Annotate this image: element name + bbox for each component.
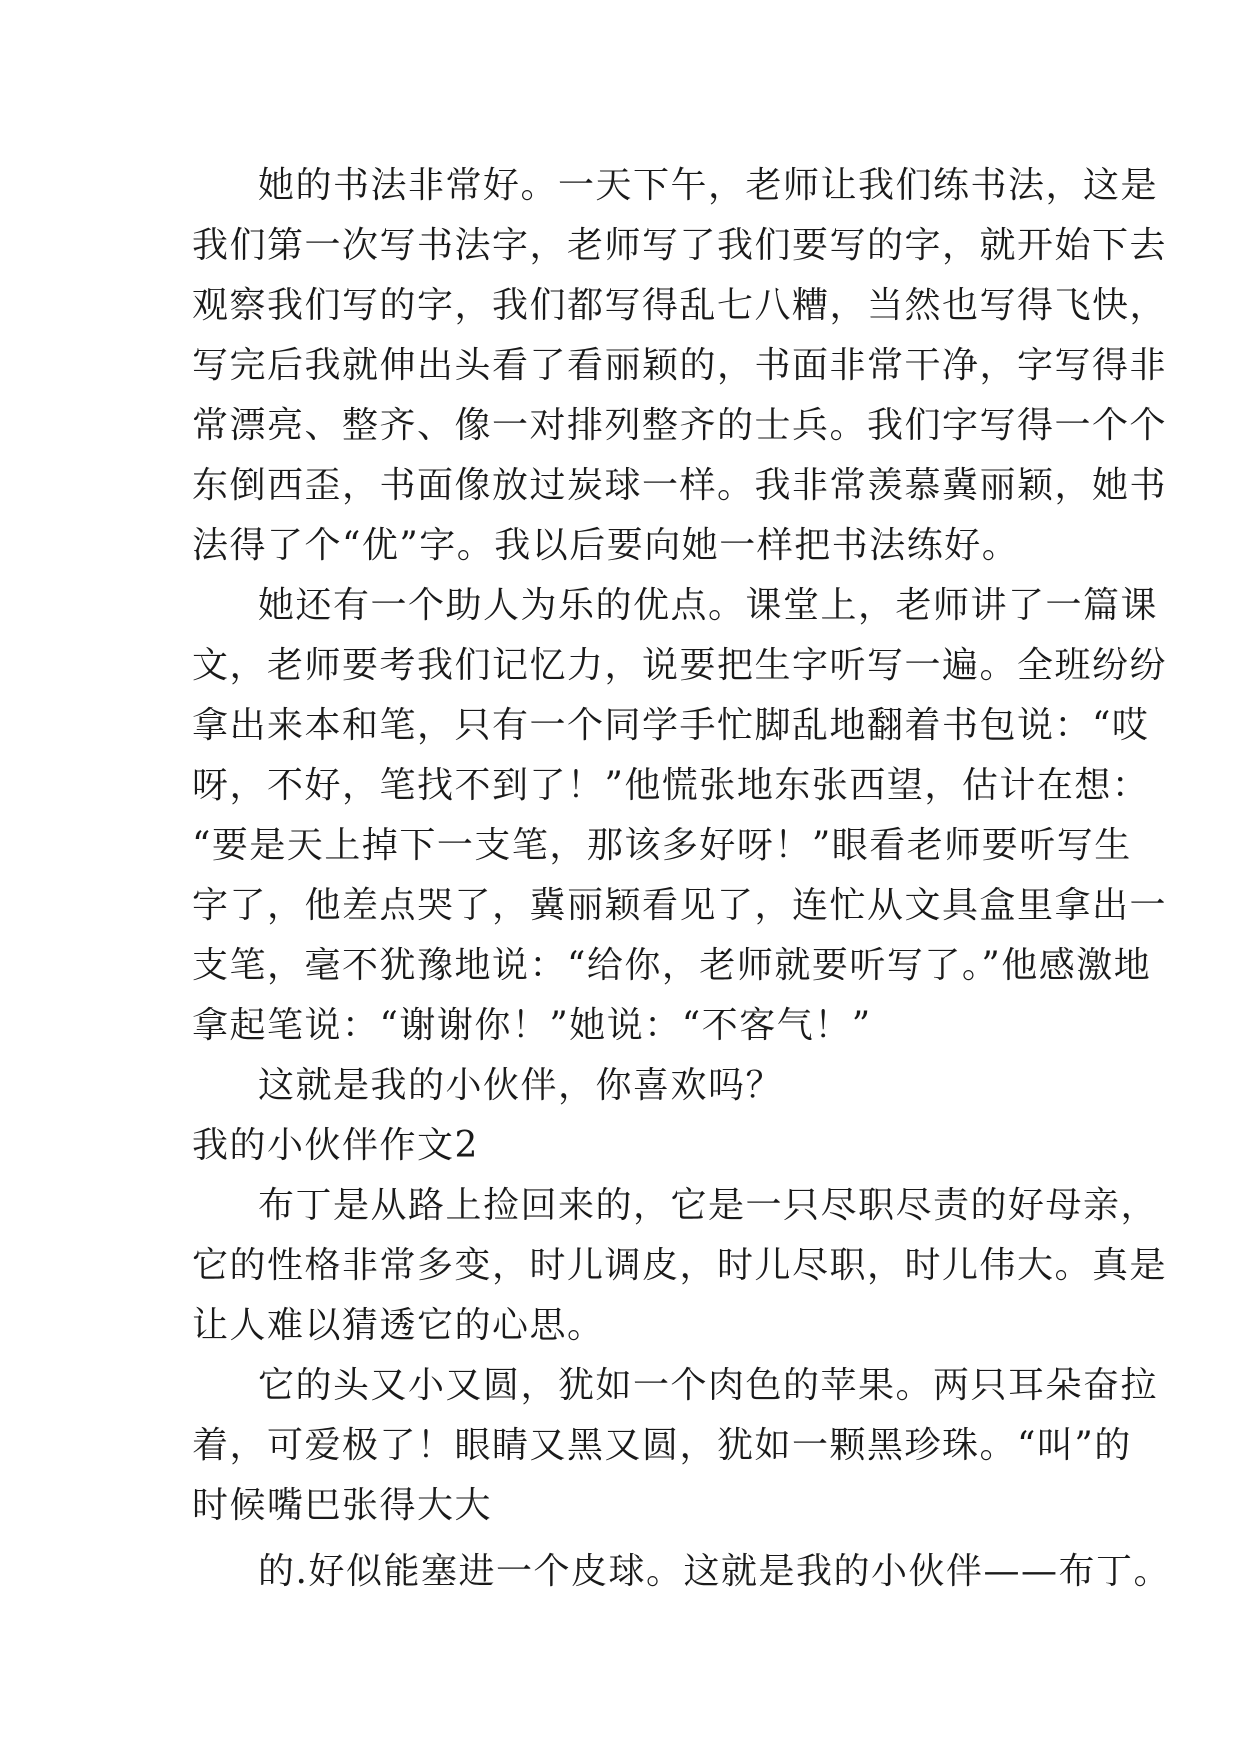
paragraph-line: 常漂亮、整齐、像一对排列整齐的士兵。我们字写得一个个	[192, 405, 1168, 446]
paragraph-line: 布丁是从路上捡回来的，它是一只尽职尽责的好母亲，	[258, 1185, 1159, 1226]
paragraph-line: 字了，他差点哭了，冀丽颖看见了，连忙从文具盒里拿出一	[192, 885, 1168, 926]
paragraph-line: “要是天上掉下一支笔，那该多好呀！”眼看老师要听写生	[192, 825, 1132, 866]
paragraph-line: 呀，不好，笔找不到了！”他慌张地东张西望，估计在想：	[192, 765, 1150, 806]
paragraph-line: 拿起笔说：“谢谢你！”她说：“不客气！”	[192, 1005, 872, 1046]
paragraph-line: 它的性格非常多变，时儿调皮，时儿尽职，时儿伟大。真是	[192, 1245, 1168, 1286]
paragraph-line: 她的书法非常好。一天下午，老师让我们练书法，这是	[258, 165, 1159, 206]
paragraph-line: 法得了个“优”字。我以后要向她一样把书法练好。	[192, 525, 1020, 566]
paragraph-line: 文，老师要考我们记忆力，说要把生字听写一遍。全班纷纷	[192, 645, 1168, 686]
paragraph-line: 的.好似能塞进一个皮球。这就是我的小伙伴——布丁。	[258, 1551, 1171, 1592]
paragraph-line: 让人难以猜透它的心思。	[192, 1305, 605, 1346]
paragraph-line: 拿出来本和笔，只有一个同学手忙脚乱地翻着书包说：“哎	[192, 705, 1150, 746]
paragraph-line: 东倒西歪，书面像放过炭球一样。我非常羡慕冀丽颖，她书	[192, 465, 1168, 506]
paragraph-line: 她还有一个助人为乐的优点。课堂上，老师讲了一篇课	[258, 585, 1159, 626]
paragraph-line: 支笔，毫不犹豫地说：“给你，老师就要听写了。”他感激地	[192, 945, 1152, 986]
section-title: 我的小伙伴作文2	[192, 1125, 479, 1166]
paragraph-line: 我们第一次写书法字，老师写了我们要写的字，就开始下去	[192, 225, 1168, 266]
paragraph-line: 写完后我就伸出头看了看丽颖的，书面非常干净，字写得非	[192, 345, 1168, 386]
paragraph-line: 它的头又小又圆，犹如一个肉色的苹果。两只耳朵奋拉	[258, 1365, 1159, 1406]
paragraph-line: 这就是我的小伙伴，你喜欢吗？	[258, 1065, 784, 1106]
paragraph-line: 着，可爱极了！眼睛又黑又圆，犹如一颗黑珍珠。“叫”的	[192, 1425, 1132, 1466]
paragraph-line: 观察我们写的字，我们都写得乱七八糟，当然也写得飞快，	[192, 285, 1168, 326]
paragraph-line: 时候嘴巴张得大大	[192, 1485, 493, 1526]
